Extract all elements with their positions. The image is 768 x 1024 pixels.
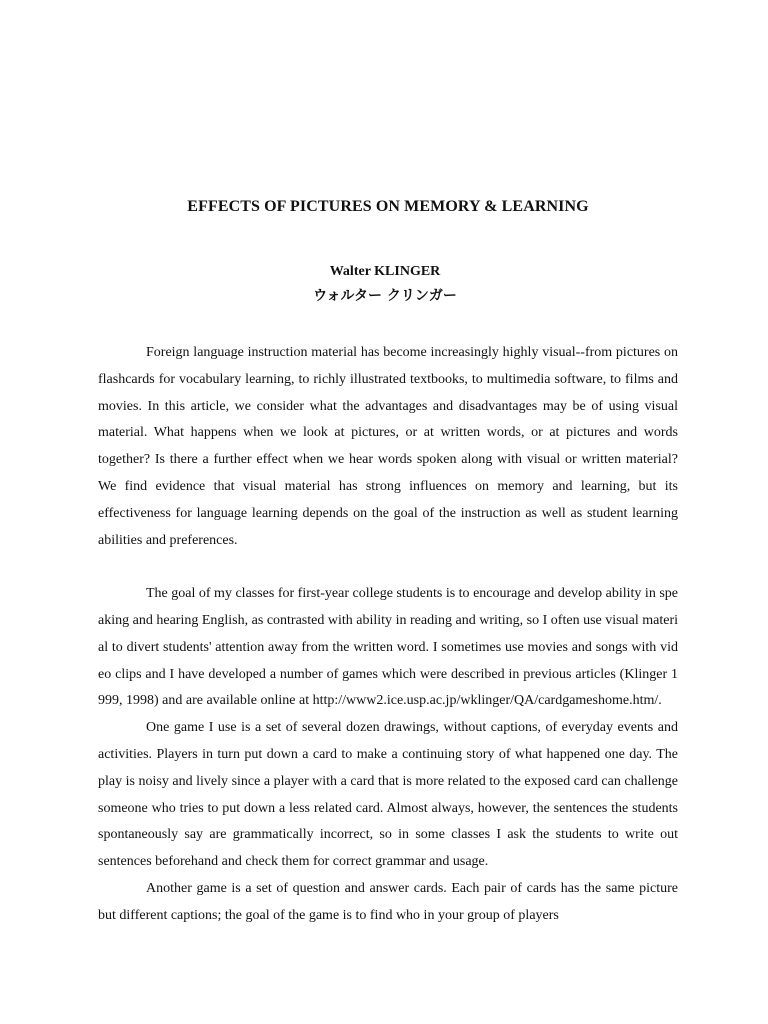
paragraph-question-answer-game: Another game is a set of question and answer cards. Each pair of cards has the same picture but different captions; the goal of the game is to find who in your group of players	[98, 880, 678, 923]
paragraph-intro: Foreign language instruction material has become increasingly highly visual--from pictures on flashcards for vocabulary learning, to richly illustrated textbooks, to multimedia software, to films and movies. In this article, we consider what the advantages and disadvantages may be of using visual material. What happens when we look at pictures, or at written words, or at pictures and words together? Is there a further effect when we hear words spoken along with visual or written material? We find evidence that visual material has strong influences on memory and learning, but its effectiveness for language learning depends on the goal of the instruction as well as student learning abilities and preferences.	[98, 345, 678, 548]
author-name: Walter KLINGER	[329, 264, 441, 279]
article-body	[98, 340, 678, 930]
author-name-japanese: ウォルター クリンガー	[313, 288, 457, 304]
paragraph-class-goals: The goal of my classes for first-year college students is to encourage and develop ability in speaking and hearing English, as contrasted with ability in reading and writing, so I often use visual material to divert students' attention away from the written word. I sometimes use movies and songs with video clips and I have developed a number of games which were described in previous articles (Klinger 1999, 1998) and are available online at http://www2.ice.usp.ac.jp/wklinger/QA/cardgameshome.htm/.	[98, 586, 678, 709]
paragraph-story-game: One game I use is a set of several dozen drawings, without captions, of everyday events and activities. Players in turn put down a card to make a continuing story of what happened one day. The play is noisy and lively since a player with a card that is more related to the exposed card can challenge someone who tries to put down a less related card. Almost always, however, the sentences the students spontaneously say are grammatically incorrect, so in some classes I ask the students to write out sentences beforehand and check them for correct grammar and usage.	[98, 720, 678, 870]
document-title: EFFECTS OF PICTURES ON MEMORY & LEARNING	[187, 198, 589, 215]
